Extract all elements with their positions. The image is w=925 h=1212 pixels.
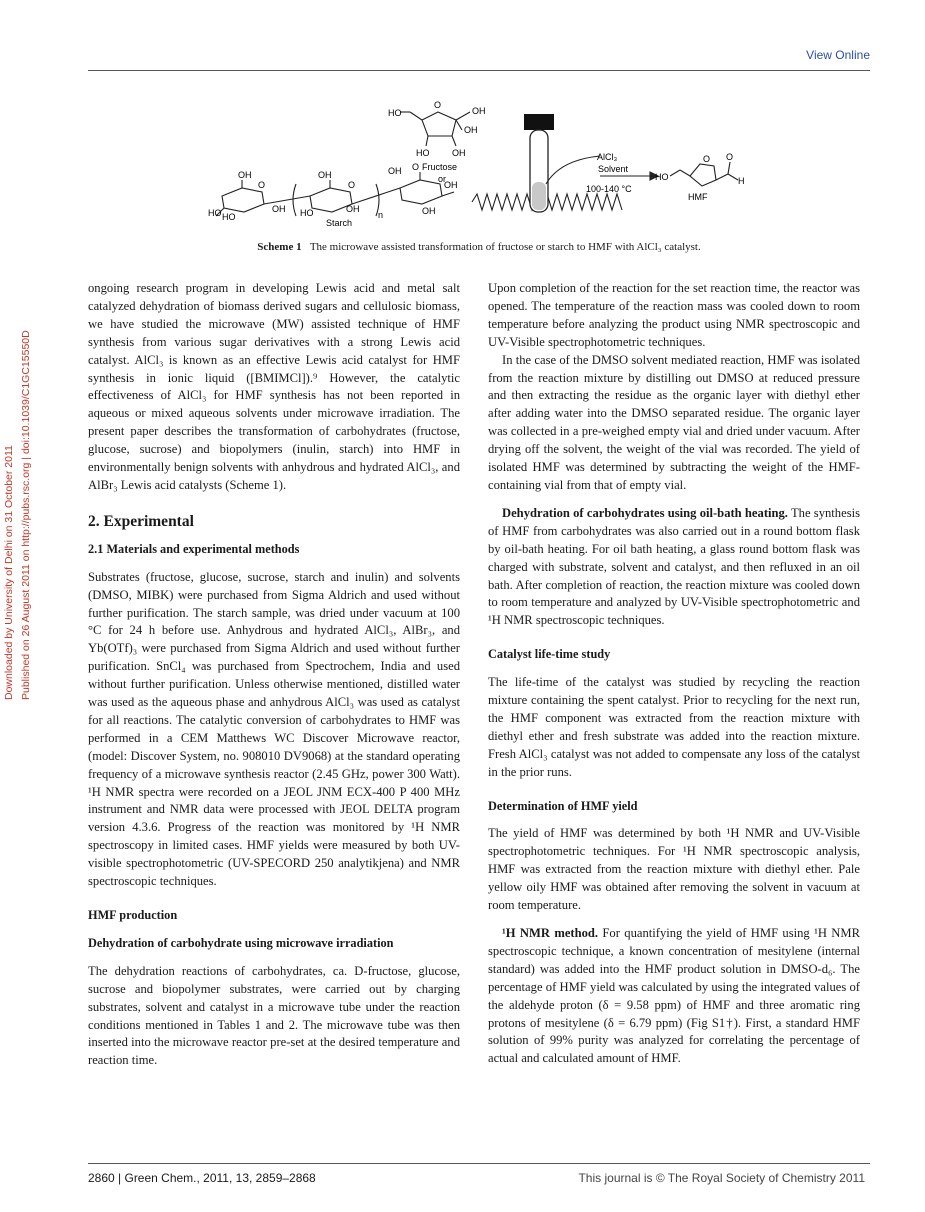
starch-ho2: HO (222, 212, 236, 222)
oil-bath-runin: Dehydration of carbohydrates using oil-bath heating. (502, 505, 788, 520)
fructose-ring-o: O (434, 100, 442, 110)
side-note-published[interactable]: Published on 26 August 2011 on http://pubs.rsc.org | doi:10.1039/C1GC15550D (20, 330, 32, 700)
starch-structure (216, 172, 454, 216)
nmr-method-paragraph (488, 925, 860, 1068)
fructose-structure (400, 112, 470, 146)
reagent-label: AlCl₃ (597, 152, 618, 162)
hmf-ring-o: O (703, 154, 711, 164)
fructose-oh2: OH (464, 125, 478, 135)
side-note (0, 0, 40, 700)
right-column (488, 280, 860, 1068)
scheme-caption (88, 241, 870, 253)
dmso-paragraph: In the case of the DMSO solvent mediated reaction, HMF was isolated from the reaction mixture by distilling out DMSO at reduced pressure and then extracting the residue as the organic layer with diethyl ether after adding water into the DMSO separated residue. The organic layer was collected in a pre-weighed empty vial and dried under vacuum. After drying off the solvent, the weight of the vial was recorded. The yield of isolated HMF was determined by subtracting the weight of the HMF-containing vial from that of empty vial. (488, 352, 860, 492)
lifetime-paragraph: The life-time of the catalyst was studied by recycling the reaction mixture containing the spent catalyst. Prior to recycling for the next run, the HMF component was extracted from the reaction mixture with diethyl ether and fresh substrate was added into the reaction mixture. Fresh AlCl₃ catalyst was not added to compensate any loss of the catalyst in the prior runs. (488, 675, 860, 779)
starch-ho3: HO (300, 208, 314, 218)
yield-paragraph: The yield of HMF was determined by both ¹H NMR and UV-Visible spectrophotometric techniques. For ¹H NMR spectroscopic analysis, HMF was extracted from the reaction mixture with diethyl ether. Pale yellow oily HMF was obtained after removing the solvent in vacuum at room temperature. (488, 826, 860, 913)
lifetime-heading: Catalyst life-time study (488, 647, 611, 662)
scheme-caption-text: The microwave assisted transformation of fructose or starch to HMF with AlCl₃ catalyst. (309, 241, 701, 253)
intro-paragraph: ongoing research program in developing Lewis acid and metal salt catalyzed dehydration of biomass derived sugars and cellulosic biomass, we have studied the microwave (MW) assisted technique of HMF synthesis from various sugar derivatives with a strong Lewis acid catalyst. AlCl₃ is known as an effective Lewis acid catalyst for HMF synthesis in ionic liquid ([BMIMCl]).⁹ However, the catalytic effectiveness of AlCl₃ for HMF synthesis has not been reported in aqueous or mixed aqueous solvents under microwave irradiation. The present paper describes the transformation of carbohydrates (fructose, glucose, sucrose) and biopolymers (inulin, starch) into HMF in environmentally benign solvents with anhydrous and hydrated AlCl₃, and AlBr₃ Lewis acid catalysts (Scheme 1). (88, 281, 460, 492)
scheme-figure (200, 92, 780, 232)
fructose-ho2: HO (416, 148, 430, 158)
starch-o3: O (412, 162, 420, 172)
fructose-oh1: OH (472, 106, 486, 116)
subsection-heading-materials: 2.1 Materials and experimental methods (88, 541, 300, 556)
hmf-structure (670, 162, 738, 186)
starch-oh6: OH (444, 180, 458, 190)
starch-o1: O (258, 180, 266, 190)
completion-paragraph: Upon completion of the reaction for the set reaction time, the reactor was opened. The temperature of the reaction mass was cooled down to room temperature before analyzing the product using NMR spectroscopic and UV-Visible spectrophotometric techniques. (488, 281, 860, 349)
mw-dehydration-heading: Dehydration of carbohydrate using microwave irradiation (88, 935, 394, 950)
tube-cap (524, 114, 554, 130)
tube-contents (532, 182, 546, 210)
starch-oh4: OH (346, 204, 360, 214)
starch-label: Starch (326, 218, 353, 228)
mw-dehydration-paragraph: The dehydration reactions of carbohydrates, ca. D-fructose, glucose, sucrose and biopolymer substrates, were carried out by charging substrates, solvent and catalyst in a microwave tube under the reaction conditions mentioned in Tables 1 and 2. The microwave tube was then inserted into the microwave reactor pre-set at the desired temperature and reaction time. (88, 963, 460, 1068)
starch-oh3: OH (318, 170, 332, 180)
top-rule (88, 70, 870, 71)
starch-oh1: OH (238, 170, 252, 180)
starch-n: n (378, 210, 384, 220)
scheme-label: Scheme 1 (257, 241, 302, 253)
bottom-rule (88, 1163, 870, 1164)
section-heading-experimental: 2. Experimental (88, 512, 194, 530)
or-label: or (438, 174, 447, 184)
hmf-aldehyde-h: H (738, 176, 745, 186)
starch-o2: O (348, 180, 356, 190)
yield-heading: Determination of HMF yield (488, 798, 638, 813)
side-note-downloaded: Downloaded by University of Delhi on 31 October 2011 (3, 445, 15, 700)
starch-ho1: HO (208, 208, 222, 218)
fructose-oh3: OH (452, 148, 466, 158)
hmf-production-heading: HMF production (88, 908, 178, 922)
starch-oh2: OH (272, 204, 286, 214)
hmf-aldehyde-o: O (726, 152, 734, 162)
fructose-ho1: HO (388, 108, 402, 118)
solvent-label: Solvent (598, 164, 629, 174)
hmf-ho: HO (655, 172, 669, 182)
footer-citation: 2860 | Green Chem., 2011, 13, 2859–2868 (88, 1171, 316, 1185)
materials-paragraph: Substrates (fructose, glucose, sucrose, starch and inulin) and solvents (DMSO, MIBK) were purchased from Sigma Aldrich and used without further purification. The starch sample, was dried under vacuum at 100 °C for 24 h before use. Anhydrous and hydrated AlCl₃, AlBr₃, and Yb(OTf)₃ were purchased from Sigma Aldrich and used without further purification. SnCl₄ was purchased from Spectrochem, India and used without further purification. Unless otherwise mentioned, distilled water was used as the aqueous phase and anhydrous AlCl₃ was used as catalyst for all reactions. The catalytic conversion of carbohydrates to HMF was performed in a CEM Matthews WC Discover Microwave reactor, (model: Discover System, no. 908010 DV9068) at the standard operating frequency of a microwave synthesis reactor (2.45 GHz, power 300 Watt). ¹H NMR spectra were recorded on a JEOL JNM ECX-400 P 400 MHz instrument and NMR data were processed with JEOL DELTA program version 4.3.6. Progress of the reaction was monitored by ¹H NMR spectroscopy in limited cases. HMF yields were measured by both UV-visible spectrophotometric (UV-SPECORD 250 analytikjena) and NMR spectroscopic techniques. (88, 569, 460, 889)
fructose-label: Fructose (422, 162, 458, 172)
oil-bath-text: The synthesis of HMF from carbohydrates was also carried out in a round bottom flask by oil-bath heating. For oil bath heating, a glass round bottom flask was charged with substrate, solvent and catalyst, and then refluxed in an oil bath. After completion of reaction, the reaction mixture was cooled down to room temperature and analyzed by UV-Visible spectrophotometric and ¹H NMR spectroscopic techniques. (488, 505, 860, 628)
view-online-link[interactable]: View Online (806, 48, 870, 62)
nmr-method-runin: ¹H NMR method. (502, 926, 599, 940)
nmr-method-text: For quantifying the yield of HMF using ¹H NMR spectroscopic technique, a known concentration of mesitylene (internal standard) was added into the HMF product solution in DMSO-d₆. The percentage of HMF yield was calculated by using the integrated values of the aldehyde proton (δ = 9.58 ppm) of HMF and three aromatic ring protons of mesitylene (δ = 6.79 ppm) (Fig S1†). First, a standard HMF solution of 99% purity was analyzed for correlating the percentage of actual and calculated amount of HMF. (488, 926, 860, 1066)
temperature-label: 100-140 °C (586, 184, 632, 194)
footer-copyright: This journal is © The Royal Society of Chemistry 2011 (578, 1171, 865, 1185)
starch-oh5: OH (388, 166, 402, 176)
oil-bath-paragraph (488, 505, 860, 630)
hmf-label: HMF (688, 192, 708, 202)
starch-oh7: OH (422, 206, 436, 216)
left-column (88, 280, 460, 1070)
